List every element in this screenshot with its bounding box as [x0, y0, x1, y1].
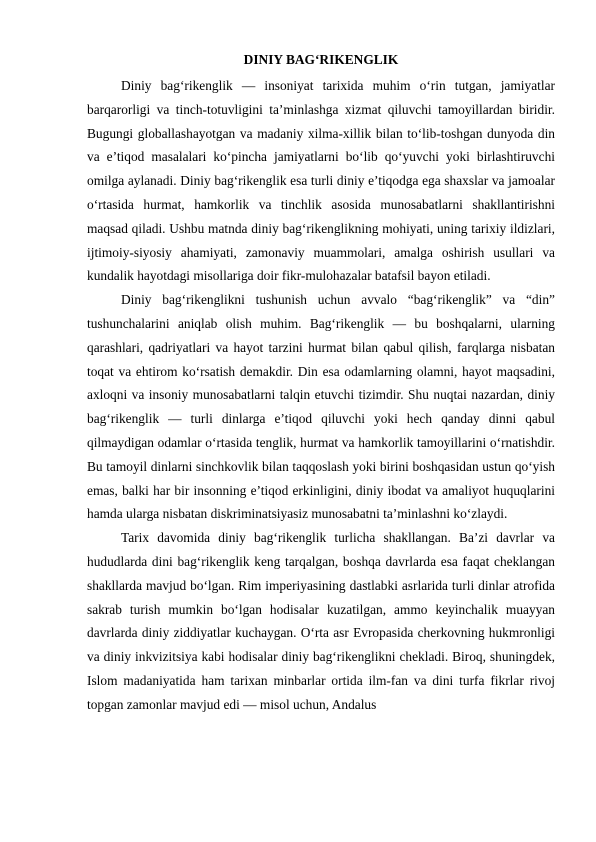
paragraph-1: Diniy bag‘rikenglik — insoniyat tarixida muhim o‘rin tutgan, jamiyatlar barqarorligi va tinch-totuvligini taʼminlashga xizmat qiluvchi tamoyillardan biridir. Bugungi globallashayotgan va madaniy xilma-xillik bilan to‘lib-toshgan dunyoda din va e’tiqod masalalari ko‘pincha jamiyatlarni bo‘lib qo‘yuvchi yoki birlashtiruvchi omilga aylanadi. Diniy bag‘rikenglik esa turli diniy e’tiqodga ega shaxslar va jamoalar o‘rtasida hurmat, hamkorlik va tinchlik asosida munosabatlarni shakllantirishni maqsad qiladi. Ushbu matnda diniy bag‘rikenglikning mohiyati, uning tarixiy ildizlari, ijtimoiy-siyosiy ahamiyati, zamonaviy muammolari, amalga oshirish usullari va kundalik hayotdagi misollariga doir fikr-mulohazalar batafsil bayon etiladi.	[87, 78, 555, 284]
paragraph-2: Diniy bag‘rikenglikni tushunish uchun avvalo “bag‘rikenglik” va “din” tushunchalarini aniqlab olish muhim. Bag‘rikenglik — bu boshqalarni, ularning qarashlari, qadriyatlari va hayot tarzini hurmat bilan qabul qilish, farqlarga nisbatan toqat va ehtirom ko‘rsatish demakdir. Din esa odamlarning olamni, hayot maqsadini, axloqni va insoniy munosabatlarni talqin etuvchi tizimdir. Shu nuqtai nazardan, diniy bag‘rikenglik — turli dinlarga e’tiqod qiluvchi yoki hech qanday dinni qabul qilmaydigan odamlar o‘rtasida tenglik, hurmat va hamkorlik tamoyillarini o‘rnatishdir. Bu tamoyil dinlarni sinchkovlik bilan taqqoslash yoki birini boshqasidan ustun qo‘yish emas, balki har bir insonning e’tiqod erkinligini, diniy ibodat va amaliyot huquqlarini hamda ularga nisbatan diskriminatsiyasiz munosabatni taʼminlashni ko‘zlaydi.	[87, 292, 555, 522]
paragraph-3: Tarix davomida diniy bag‘rikenglik turlicha shakllangan. Baʼzi davrlar va hududlarda dini bag‘rikenglik keng tarqalgan, boshqa davrlarda esa faqat cheklangan shakllarda mavjud bo‘lgan. Rim imperiyasining dastlabki asrlarida turli dinlar atrofida sakrab turish mumkin bo‘lgan hodisalar kuzatilgan, ammo keyinchalik muayyan davrlarda diniy ziddiyatlar kuchaygan. O‘rta asr Evropasida cherkovning hukmronligi va diniy inkvizitsiya kabi hodisalar diniy bag‘rikenglikni chekladi. Biroq, shuningdek, Islom madaniyatida ham tarixan minbarlar ortida ilm-fan va dini turfa fikrlar rivoj topgan zamonlar mavjud edi — misol uchun, Andalus	[87, 530, 555, 712]
document-title: DINIY BAG‘RIKENGLIK	[243, 52, 399, 67]
document-page	[87, 50, 555, 717]
